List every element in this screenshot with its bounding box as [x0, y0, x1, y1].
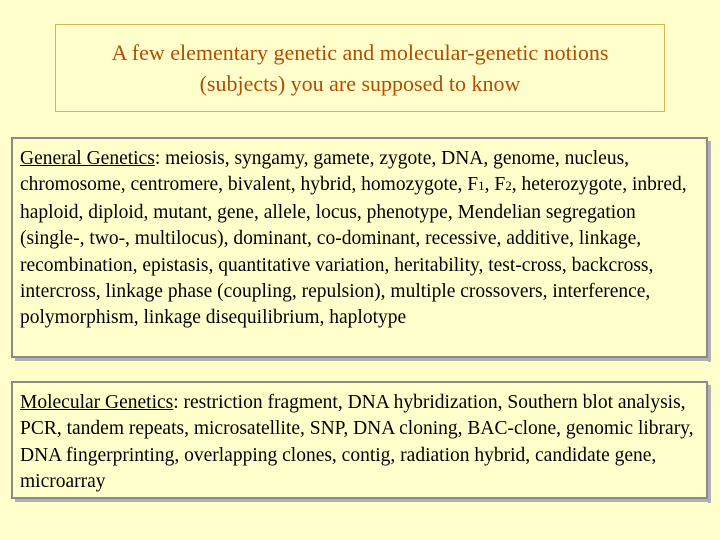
general-panel-shadow	[708, 141, 711, 362]
f1-subscript: 1	[478, 178, 485, 194]
molecular-panel-shadow-bottom	[15, 499, 711, 502]
general-genetics-heading: General Genetics	[20, 148, 155, 169]
title-line-1: A few elementary genetic and molecular-genetic notions	[111, 40, 609, 65]
general-comma: , F	[484, 174, 506, 196]
title-box	[55, 24, 665, 112]
general-panel-shadow-bottom	[15, 358, 711, 361]
general-text-part2: , heterozygote, inbred, haploid, diploid, mutant, gene, allele, locus, phenotype, Mendelian segregation (single-, two-, multilocus), dominant, co-dominant, recessive, additive, linkage, recombination, epistasis, quantitative variation, heritability, test-cross, backcross, intercross, linkage phase (coupling, repulsion), multiple crossovers, interference, polymorphism, linkage disequilibrium, haplotype	[20, 174, 687, 329]
molecular-genetics-heading: Molecular Genetics	[20, 392, 174, 413]
f2-subscript: 2	[505, 178, 512, 194]
molecular-text: restriction fragment, DNA hybridization, Southern blot analysis, PCR, tandem repeats, microsatellite, SNP, DNA cloning, BAC-clone, genomic library, DNA fingerprinting, overlapping clones, contig, radiation hybrid, candidate gene, microarray	[20, 392, 694, 493]
molecular-genetics-panel	[11, 381, 708, 499]
title-line-2: (subjects) you are supposed to know	[199, 71, 521, 96]
molecular-panel-shadow	[708, 385, 711, 503]
general-text-part1: meiosis, syngamy, gamete, zygote, DNA, genome, nucleus, chromosome, centromere, bivalent, hybrid, homozygote, F	[20, 148, 630, 196]
general-genetics-panel	[11, 137, 708, 358]
molecular-colon: :	[173, 392, 184, 413]
general-colon: :	[154, 148, 166, 169]
